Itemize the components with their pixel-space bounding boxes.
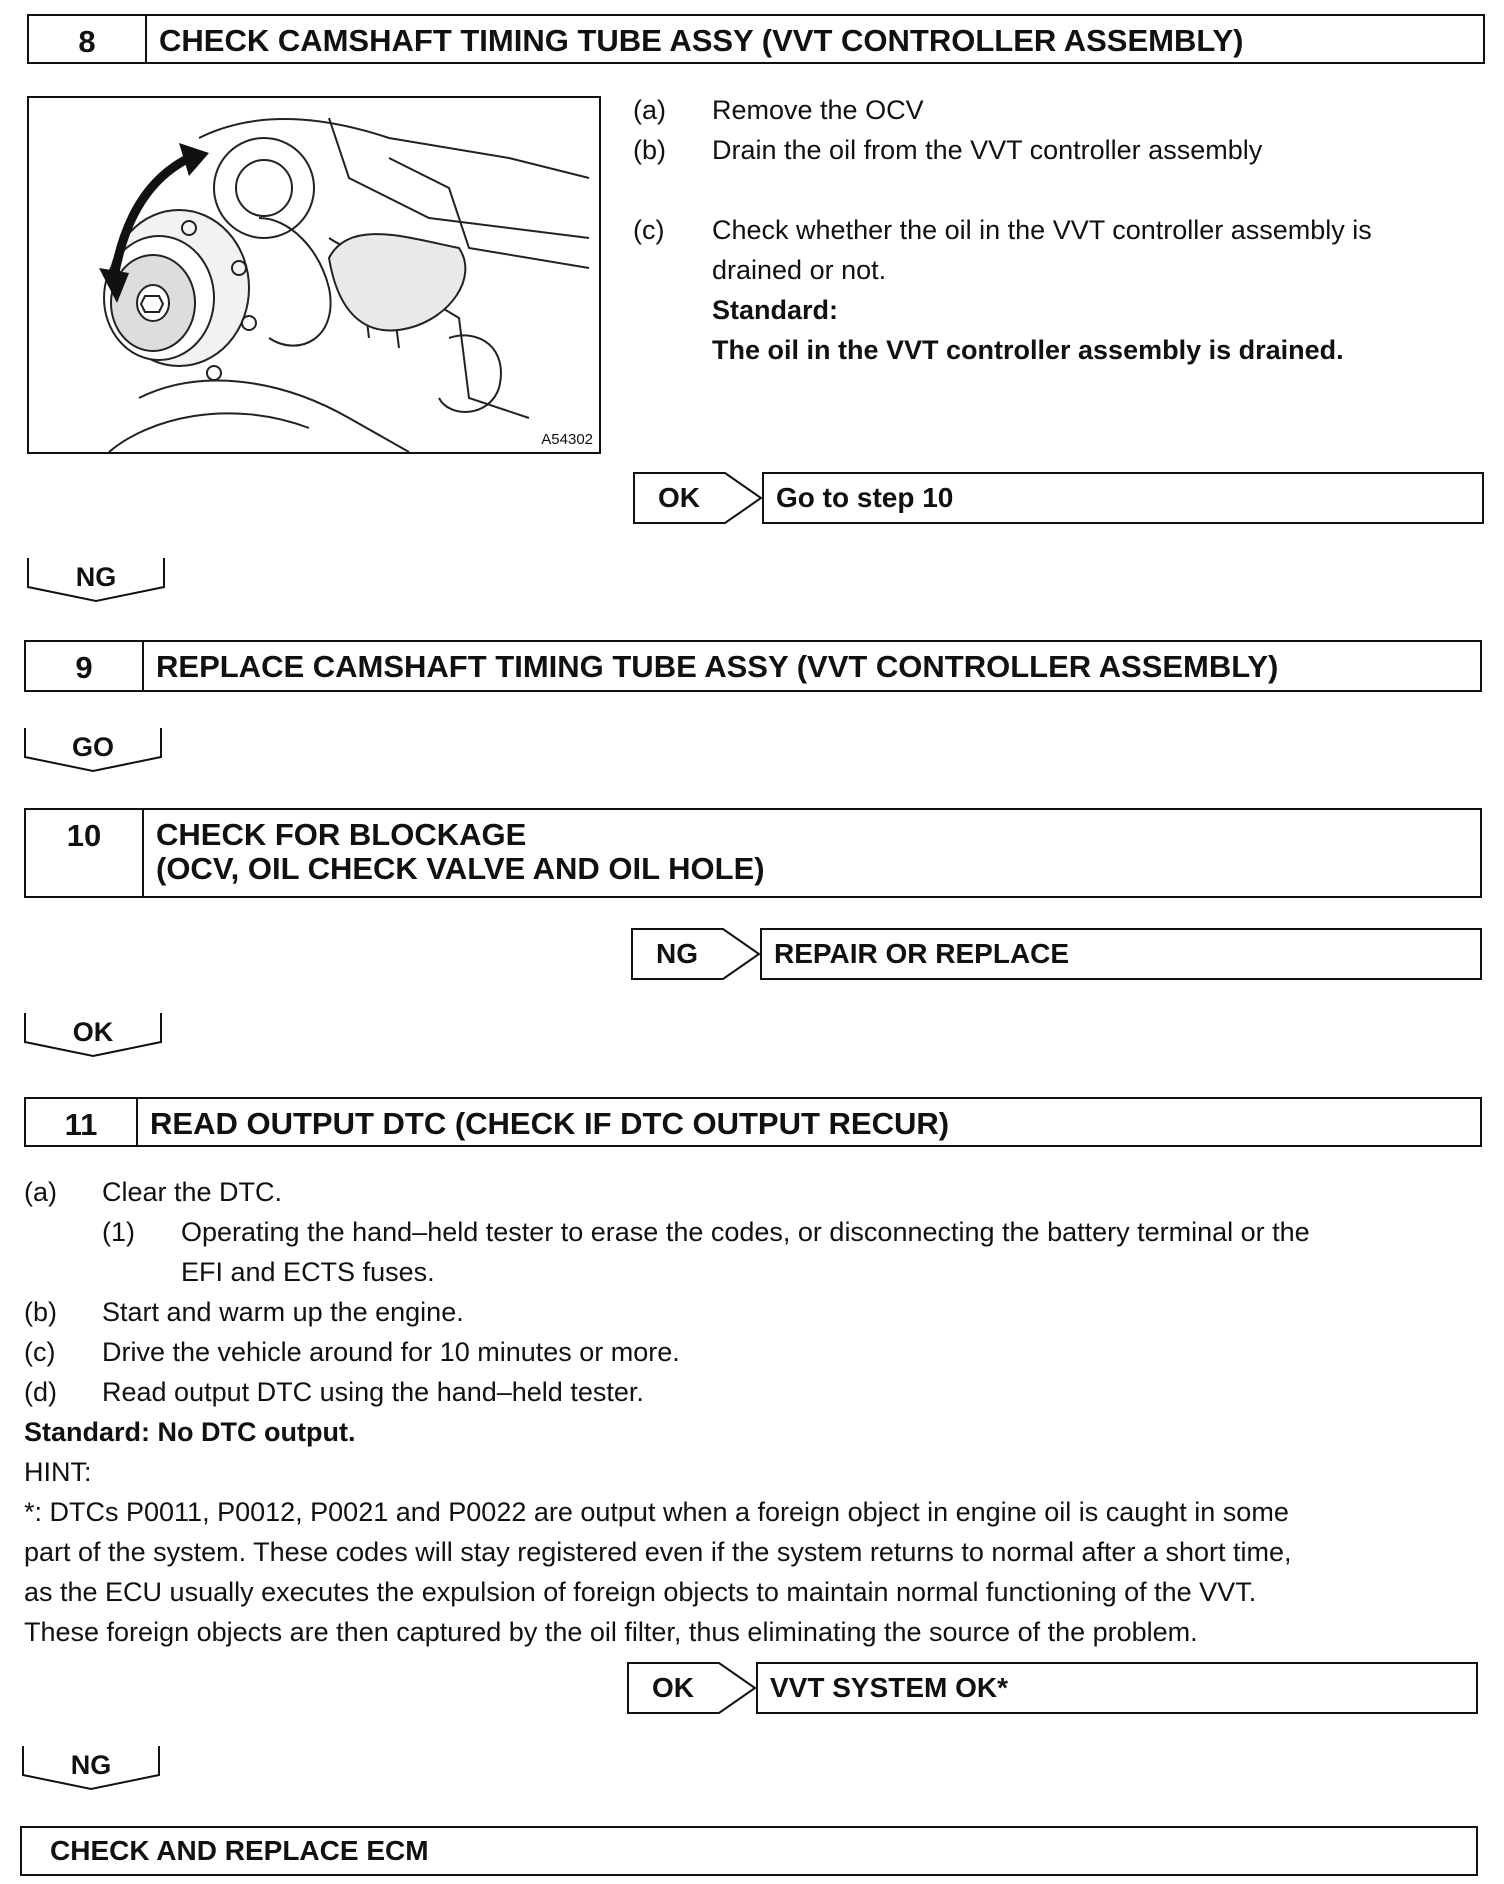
engine-drawing [29,98,599,452]
ng-result-box [760,928,1482,980]
standard-text: Standard: No DTC output. [24,1417,356,1447]
hint-line: *: DTCs P0011, P0012, P0021 and P0022 are output when a foreign object in engine oil is caught in some [24,1497,1289,1527]
step-9-header [24,640,1482,692]
step-11-header [24,1097,1482,1147]
item-a1-text-line2: EFI and ECTS fuses. [181,1257,435,1287]
figure-code: A54302 [541,431,593,448]
item-a-label: (a) [633,95,666,125]
item-d-text: Read output DTC using the hand–held tester. [102,1377,644,1407]
go-tag [24,727,162,773]
ok-result-text: VVT SYSTEM OK* [770,1672,1009,1703]
ok-result-box [756,1662,1478,1714]
step-title-line2: (OCV, OIL CHECK VALVE AND OIL HOLE) [156,851,765,886]
hint-line: as the ECU usually executes the expulsion of foreign objects to maintain normal functioning of the VVT. [24,1577,1257,1607]
ng-label: NG [656,938,698,969]
ok-label: OK [72,1017,114,1047]
step-10-header [24,808,1482,898]
ok-label: OK [658,482,700,513]
item-b-text: Drain the oil from the VVT controller assembly [712,135,1263,165]
step-title: REPLACE CAMSHAFT TIMING TUBE ASSY (VVT CONTROLLER ASSEMBLY) [156,649,1279,684]
ok-result-text: Go to step 10 [776,482,954,513]
step-title-line1: CHECK FOR BLOCKAGE [156,817,527,852]
final-action-text: CHECK AND REPLACE ECM [50,1835,429,1866]
ok-tag [627,1662,757,1714]
item-c-text: Check whether the oil in the VVT controller assembly is [712,215,1372,245]
go-label: GO [71,732,114,762]
ok-label: OK [652,1672,694,1703]
item-a-text: Remove the OCV [712,95,924,125]
item-d-label: (d) [24,1377,57,1407]
step-8-header [27,14,1485,64]
ng-tag [22,1745,160,1791]
step-title: READ OUTPUT DTC (CHECK IF DTC OUTPUT RECUR) [150,1106,950,1141]
step-title: CHECK CAMSHAFT TIMING TUBE ASSY (VVT CONTROLLER ASSEMBLY) [159,23,1244,58]
item-c-text-line2: drained or not. [712,255,887,285]
step-number: 8 [29,16,147,62]
item-c-text: Drive the vehicle around for 10 minutes or more. [102,1337,680,1367]
ok-result-box [762,472,1484,524]
ok-tag [633,472,763,524]
standard-text: The oil in the VVT controller assembly is drained. [712,335,1344,365]
item-a1-label: (1) [102,1217,135,1247]
vvt-controller-illustration [27,96,601,454]
item-b-text: Start and warm up the engine. [102,1297,464,1327]
hint-line: These foreign objects are then captured by the oil filter, thus eliminating the source of the problem. [24,1617,1198,1647]
ng-tag [27,557,165,603]
item-c-label: (c) [633,215,665,245]
hint-line: part of the system. These codes will stay registered even if the system returns to normal after a short time, [24,1537,1292,1567]
step-number: 9 [26,642,144,690]
item-a-text: Clear the DTC. [102,1177,283,1207]
hint-label: HINT: [24,1457,92,1487]
ng-label: NG [70,1750,112,1780]
item-a-label: (a) [24,1177,57,1207]
item-b-label: (b) [633,135,666,165]
ok-tag [24,1012,162,1058]
ng-result-text: REPAIR OR REPLACE [774,938,1070,969]
item-c-label: (c) [24,1337,56,1367]
standard-label: Standard: [712,295,839,325]
final-action-box [20,1826,1478,1876]
step-number: 10 [26,810,144,896]
step-number: 11 [26,1099,138,1145]
ng-tag [631,928,761,980]
ng-label: NG [75,562,117,592]
item-b-label: (b) [24,1297,57,1327]
item-a1-text-line1: Operating the hand–held tester to erase the codes, or disconnecting the battery terminal or the [181,1217,1310,1247]
